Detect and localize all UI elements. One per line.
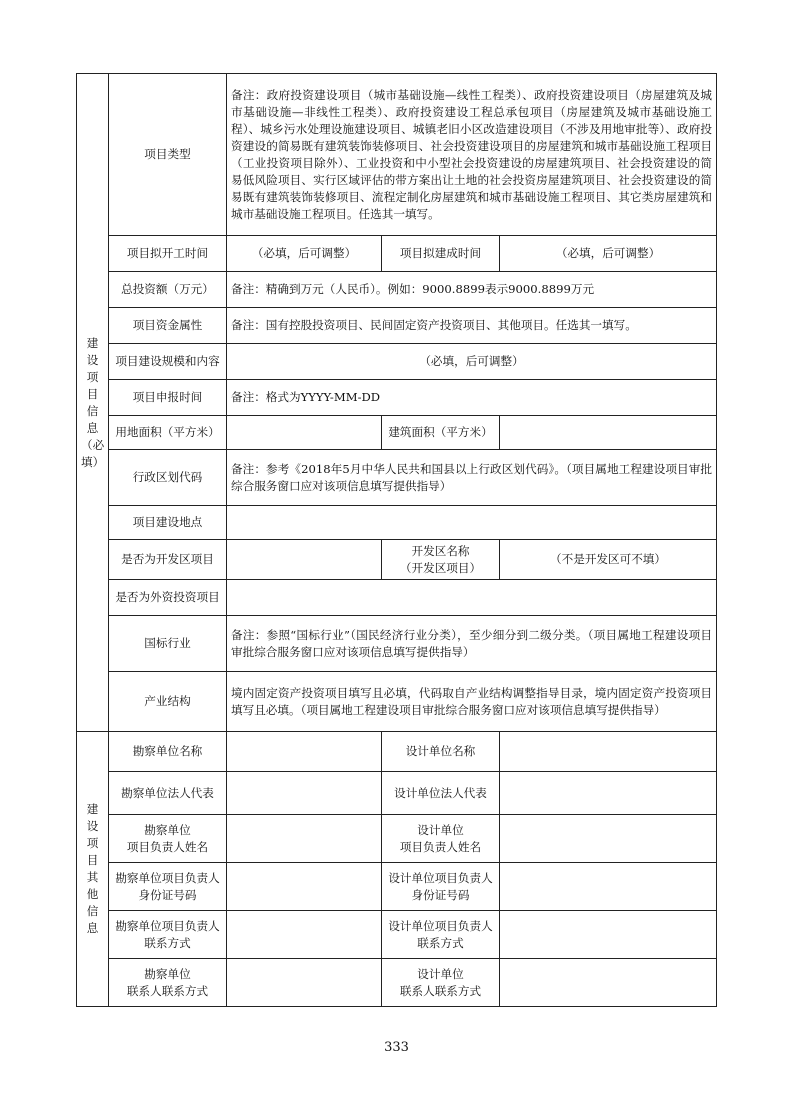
label-foreign-investment: 是否为外资投资项目 (109, 580, 227, 616)
field-survey-unit[interactable] (227, 732, 382, 772)
project-info-form-table (76, 73, 717, 1007)
field-start-time[interactable]: （必填，后可调整） (227, 236, 382, 272)
row-manager-name (77, 815, 717, 863)
label-survey-unit: 勘察单位名称 (109, 732, 227, 772)
label-fund-attribute: 项目资金属性 (109, 308, 227, 344)
row-area (77, 416, 717, 450)
label-design-unit: 设计单位名称 (382, 732, 500, 772)
field-survey-manager-contact[interactable] (227, 911, 382, 959)
label-survey-contact (109, 959, 227, 1007)
row-contact (77, 959, 717, 1007)
label-location: 项目建设地点 (109, 506, 227, 540)
label-survey-legal-rep: 勘察单位法人代表 (109, 772, 227, 815)
row-industry-structure (77, 672, 717, 732)
label-survey-manager-id-line2: 身份证号码 (138, 887, 197, 902)
field-design-legal-rep[interactable] (500, 772, 717, 815)
group-label-required-info: 建设项目信息（必填） (77, 74, 109, 732)
label-survey-manager-contact (109, 911, 227, 959)
label-design-manager-contact-line1: 设计单位项目负责人 (388, 918, 493, 933)
label-design-manager-id-line1: 设计单位项目负责人 (388, 870, 493, 885)
label-survey-contact-line1: 勘察单位 (144, 966, 191, 981)
label-design-contact-line2: 联系人联系方式 (399, 983, 482, 998)
note-apply-time[interactable]: 备注：格式为YYYY-MM-DD (227, 380, 717, 416)
group-label-other-info: 建设项目其他信息 (77, 732, 109, 1007)
label-dev-zone: 是否为开发区项目 (109, 540, 227, 580)
row-manager-id (77, 863, 717, 911)
row-fund-attribute (77, 308, 717, 344)
label-dev-zone-name-line2: （开发区项目） (399, 560, 482, 575)
row-location (77, 506, 717, 540)
note-industry[interactable]: 备注：参照“国标行业”（国民经济行业分类），至少细分到二级分类。（项目属地工程建设项目审批综合服务窗口应对该项信息填写提供指导） (227, 616, 717, 672)
field-design-manager-contact[interactable] (500, 911, 717, 959)
row-division-code (77, 450, 717, 506)
field-survey-manager-name[interactable] (227, 815, 382, 863)
row-legal-rep (77, 772, 717, 815)
field-design-contact[interactable] (500, 959, 717, 1007)
label-industry-structure: 产业结构 (109, 672, 227, 732)
label-building-area: 建筑面积（平方米） (382, 416, 500, 450)
field-survey-legal-rep[interactable] (227, 772, 382, 815)
label-survey-manager-contact-line1: 勘察单位项目负责人 (115, 918, 220, 933)
field-design-manager-id[interactable] (500, 863, 717, 911)
label-division-code: 行政区划代码 (109, 450, 227, 506)
label-design-manager-contact (382, 911, 500, 959)
row-manager-contact (77, 911, 717, 959)
label-survey-manager-contact-line2: 联系方式 (144, 935, 191, 950)
row-project-type (77, 74, 717, 236)
label-completion-time: 项目拟建成时间 (382, 236, 500, 272)
label-survey-manager-name-line1: 勘察单位 (144, 822, 191, 837)
label-design-manager-id-line2: 身份证号码 (411, 887, 470, 902)
label-survey-manager-id (109, 863, 227, 911)
note-project-type: 备注：政府投资建设项目（城市基础设施—线性工程类）、政府投资建设项目（房屋建筑及城市基础设施—非线性工程类）、政府投资建设工程总承包项目（房屋建筑及城市基础设施工程）、城乡污水处理设施建设项目、城镇老旧小区改造建设项目（不涉及用地审批等）、政府投资建设的简易既有建筑装饰装修项目、社会投资建设项目的房屋建筑和城市基础设施工程项目（工业投资项目除外）、工业投资和中小型社会投资建设的房屋建筑项目、社会投资建设的简易低风险项目、实行区域评估的带方案出让土地的社会投资房屋建筑项目、社会投资建设的简易既有建筑装饰装修项目、流程定制化房屋建筑和城市基础设施工程项目、其它类房屋建筑和城市基础设施工程项目。任选其一填写。 (227, 74, 717, 236)
field-survey-contact[interactable] (227, 959, 382, 1007)
field-land-area[interactable] (227, 416, 382, 450)
label-design-manager-name (382, 815, 500, 863)
label-project-type: 项目类型 (109, 74, 227, 236)
page-number: 333 (384, 1040, 409, 1055)
label-scale: 项目建设规模和内容 (109, 344, 227, 380)
label-design-manager-name-line1: 设计单位 (417, 822, 464, 837)
label-design-manager-id (382, 863, 500, 911)
field-design-manager-name[interactable] (500, 815, 717, 863)
label-design-legal-rep: 设计单位法人代表 (382, 772, 500, 815)
field-location[interactable] (227, 506, 717, 540)
label-total-investment: 总投资额（万元） (109, 272, 227, 308)
note-division-code[interactable]: 备注：参考《2018年5月中华人民共和国县以上行政区划代码》。（项目属地工程建设项目审批综合服务窗口应对该项信息填写提供指导） (227, 450, 717, 506)
note-total-investment[interactable]: 备注：精确到万元（人民币）。例如：9000.8899表示9000.8899万元 (227, 272, 717, 308)
label-land-area: 用地面积（平方米） (109, 416, 227, 450)
row-apply-time (77, 380, 717, 416)
field-completion-time[interactable]: （必填，后可调整） (500, 236, 717, 272)
label-survey-manager-name (109, 815, 227, 863)
field-building-area[interactable] (500, 416, 717, 450)
field-dev-zone-name[interactable]: （不是开发区可不填） (500, 540, 717, 580)
label-dev-zone-name (382, 540, 500, 580)
label-design-contact-line1: 设计单位 (417, 966, 464, 981)
label-survey-contact-line2: 联系人联系方式 (126, 983, 209, 998)
label-survey-manager-id-line1: 勘察单位项目负责人 (115, 870, 220, 885)
row-foreign-investment (77, 580, 717, 616)
field-survey-manager-id[interactable] (227, 863, 382, 911)
label-start-time: 项目拟开工时间 (109, 236, 227, 272)
row-survey-unit (77, 732, 717, 772)
row-scale (77, 344, 717, 380)
field-foreign-investment[interactable] (227, 580, 717, 616)
label-design-manager-contact-line2: 联系方式 (417, 935, 464, 950)
row-total-investment (77, 272, 717, 308)
label-design-contact (382, 959, 500, 1007)
note-industry-structure[interactable]: 境内固定资产投资项目填写且必填，代码取自产业结构调整指导目录，境内固定资产投资项目填写且必填。（项目属地工程建设项目审批综合服务窗口应对该项信息填写提供指导） (227, 672, 717, 732)
label-survey-manager-name-line2: 项目负责人姓名 (126, 839, 209, 854)
row-industry (77, 616, 717, 672)
field-design-unit[interactable] (500, 732, 717, 772)
row-start-time (77, 236, 717, 272)
label-apply-time: 项目申报时间 (109, 380, 227, 416)
field-dev-zone[interactable] (227, 540, 382, 580)
field-scale[interactable]: （必填，后可调整） (227, 344, 717, 380)
label-design-manager-name-line2: 项目负责人姓名 (399, 839, 482, 854)
row-dev-zone (77, 540, 717, 580)
note-fund-attribute[interactable]: 备注：国有控股投资项目、民间固定资产投资项目、其他项目。任选其一填写。 (227, 308, 717, 344)
label-industry: 国标行业 (109, 616, 227, 672)
label-dev-zone-name-line1: 开发区名称 (411, 543, 470, 558)
